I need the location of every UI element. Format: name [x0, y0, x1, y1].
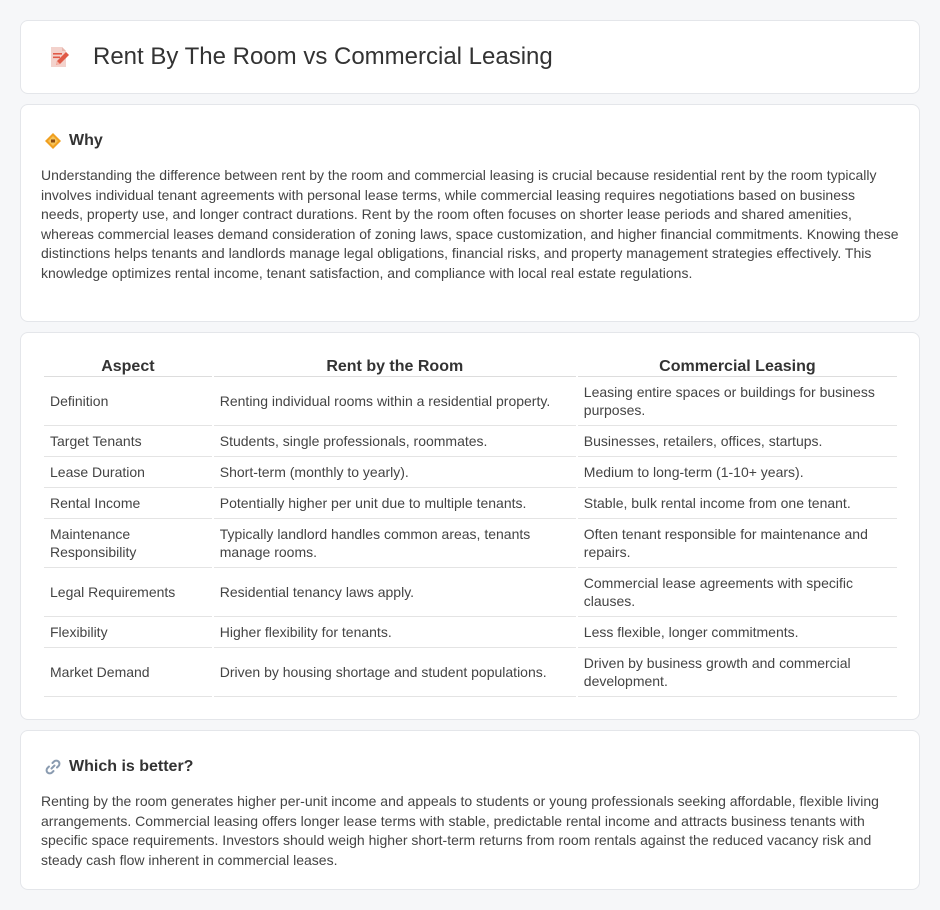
rent-by-room-cell: Renting individual rooms within a residential property. [214, 377, 576, 426]
link-icon [43, 757, 63, 777]
comparison-table-card [20, 332, 920, 720]
rent-by-room-cell: Residential tenancy laws apply. [214, 568, 576, 617]
rent-by-room-cell: Higher flexibility for tenants. [214, 617, 576, 648]
which-is-better-section [20, 730, 920, 890]
table-row [44, 426, 897, 457]
header-commercial-leasing: Commercial Leasing [578, 353, 897, 377]
aspect-cell: Maintenance Responsibility [44, 519, 212, 568]
document-pencil-icon [47, 45, 71, 69]
aspect-cell: Flexibility [44, 617, 212, 648]
title-card [20, 20, 920, 94]
aspect-cell: Legal Requirements [44, 568, 212, 617]
comparison-table [42, 353, 899, 697]
rent-by-room-cell: Students, single professionals, roommates. [214, 426, 576, 457]
commercial-leasing-cell: Stable, bulk rental income from one tenant. [578, 488, 897, 519]
table-row [44, 519, 897, 568]
rent-by-room-cell: Potentially higher per unit due to multiple tenants. [214, 488, 576, 519]
commercial-leasing-cell: Commercial lease agreements with specific clauses. [578, 568, 897, 617]
commercial-leasing-cell: Often tenant responsible for maintenance and repairs. [578, 519, 897, 568]
why-heading: Why [69, 132, 103, 149]
commercial-leasing-cell: Driven by business growth and commercial development. [578, 648, 897, 697]
aspect-cell: Lease Duration [44, 457, 212, 488]
commercial-leasing-cell: Businesses, retailers, offices, startups. [578, 426, 897, 457]
commercial-leasing-cell: Less flexible, longer commitments. [578, 617, 897, 648]
aspect-cell: Rental Income [44, 488, 212, 519]
table-row [44, 457, 897, 488]
table-row [44, 617, 897, 648]
table-row [44, 488, 897, 519]
which-is-better-text: Renting by the room generates higher per-unit income and appeals to students or young professionals seeking affordable, flexible living arrangements. Commercial leasing offers longer lease terms with stable, predictable rental income and attracts business tenants with specific space requirements. Investors should weigh higher short-term returns from room rentals against the reduced vacancy risk and steady cash flow inherent in commercial leases. [41, 793, 879, 868]
page-title: Rent By The Room vs Commercial Leasing [93, 43, 553, 70]
rent-by-room-cell: Typically landlord handles common areas, tenants manage rooms. [214, 519, 576, 568]
table-row [44, 377, 897, 426]
diamond-sign-icon [43, 131, 63, 151]
commercial-leasing-cell: Leasing entire spaces or buildings for business purposes. [578, 377, 897, 426]
header-rent-by-room: Rent by the Room [214, 353, 576, 377]
which-is-better-heading: Which is better? [69, 758, 194, 775]
why-text: Understanding the difference between rent by the room and commercial leasing is crucial because residential rent by the room typically involves individual tenant agreements with personal lease terms, while commercial leasing requires negotiations based on business needs, property use, and longer contract durations. Rent by the room often focuses on shorter lease periods and shared amenities, whereas commercial leases demand consideration of zoning laws, space customization, and higher financial commitments. Knowing these distinctions helps tenants and landlords manage legal obligations, financial risks, and property management strategies effectively. This knowledge optimizes rental income, tenant satisfaction, and compliance with local real estate regulations. [41, 167, 899, 281]
aspect-cell: Target Tenants [44, 426, 212, 457]
rent-by-room-cell: Short-term (monthly to yearly). [214, 457, 576, 488]
why-section [20, 104, 920, 322]
aspect-cell: Definition [44, 377, 212, 426]
commercial-leasing-cell: Medium to long-term (1-10+ years). [578, 457, 897, 488]
aspect-cell: Market Demand [44, 648, 212, 697]
rent-by-room-cell: Driven by housing shortage and student populations. [214, 648, 576, 697]
table-row [44, 568, 897, 617]
header-aspect: Aspect [44, 353, 212, 377]
table-row [44, 648, 897, 697]
table-header-row [44, 353, 897, 377]
